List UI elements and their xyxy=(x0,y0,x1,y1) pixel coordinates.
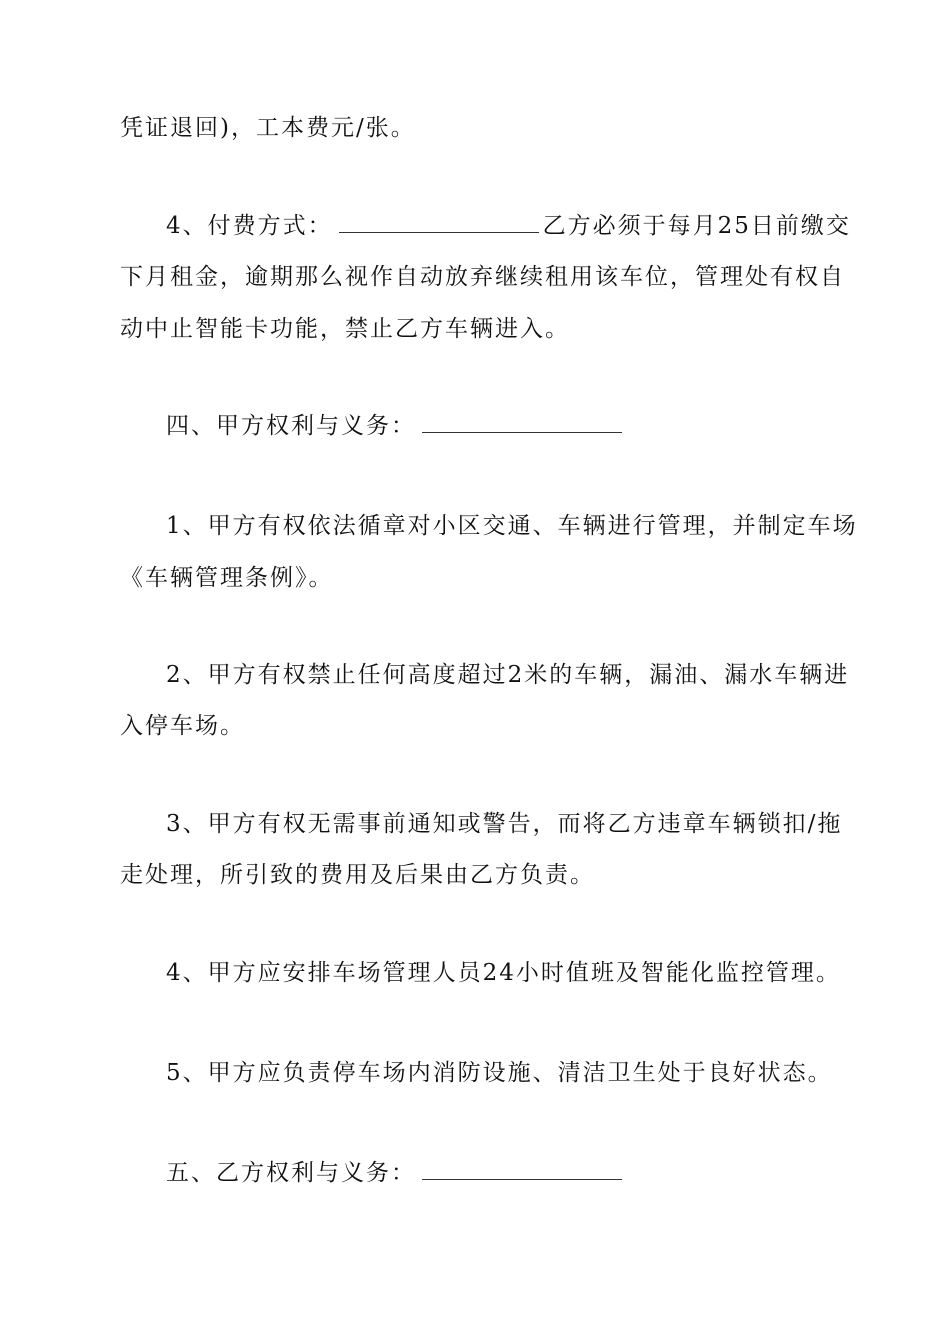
paragraph-continuation xyxy=(120,113,416,143)
payment-method-text-2: 下月租金，逾期那么视作自动放弃继续租用该车位，管理处有权自 xyxy=(120,264,845,290)
list-item xyxy=(166,660,849,690)
payment-method-blank[interactable] xyxy=(339,214,539,233)
section-heading-party-b xyxy=(166,1158,626,1188)
list-item-text: 《车辆管理条例》。 xyxy=(120,565,334,591)
payment-method-text-3: 动中止智能卡功能，禁止乙方车辆进入。 xyxy=(120,316,570,342)
list-item xyxy=(166,511,858,541)
list-item-text: 走处理，所引致的费用及后果由乙方负责。 xyxy=(120,862,595,888)
payment-method-line-2 xyxy=(120,262,845,292)
payment-method-text: 乙方必须于每月25日前缴交 xyxy=(542,213,851,239)
paragraph-text: 凭证退回)，工本费元/张。 xyxy=(120,115,416,141)
section-heading-text: 四、甲方权利与义务： xyxy=(166,413,416,439)
list-item xyxy=(166,809,842,839)
payment-method-line-3 xyxy=(120,314,570,344)
payment-method-label: 4、付费方式： xyxy=(166,213,333,239)
section-heading-party-a xyxy=(166,411,626,441)
list-item-continuation xyxy=(120,711,245,741)
payment-method-line-1 xyxy=(166,211,851,241)
list-item-text: 5、甲方应负责停车场内消防设施、清洁卫生处于良好状态。 xyxy=(166,1060,833,1086)
list-item-text: 2、甲方有权禁止任何高度超过2米的车辆，漏油、漏水车辆进 xyxy=(166,662,850,688)
section-heading-blank[interactable] xyxy=(422,414,622,433)
list-item-text: 1、甲方有权依法循章对小区交通、车辆进行管理，并制定车场 xyxy=(166,513,858,539)
list-item-text: 3、甲方有权无需事前通知或警告，而将乙方违章车辆锁扣/拖 xyxy=(166,811,843,837)
list-item-text: 4、甲方应安排车场管理人员24小时值班及智能化监控管理。 xyxy=(166,960,841,986)
list-item xyxy=(166,1058,833,1088)
list-item xyxy=(166,958,841,988)
section-heading-blank[interactable] xyxy=(422,1161,622,1180)
list-item-continuation xyxy=(120,563,334,593)
list-item-continuation xyxy=(120,860,595,890)
list-item-text: 入停车场。 xyxy=(120,713,245,739)
section-heading-text: 五、乙方权利与义务： xyxy=(166,1160,416,1186)
